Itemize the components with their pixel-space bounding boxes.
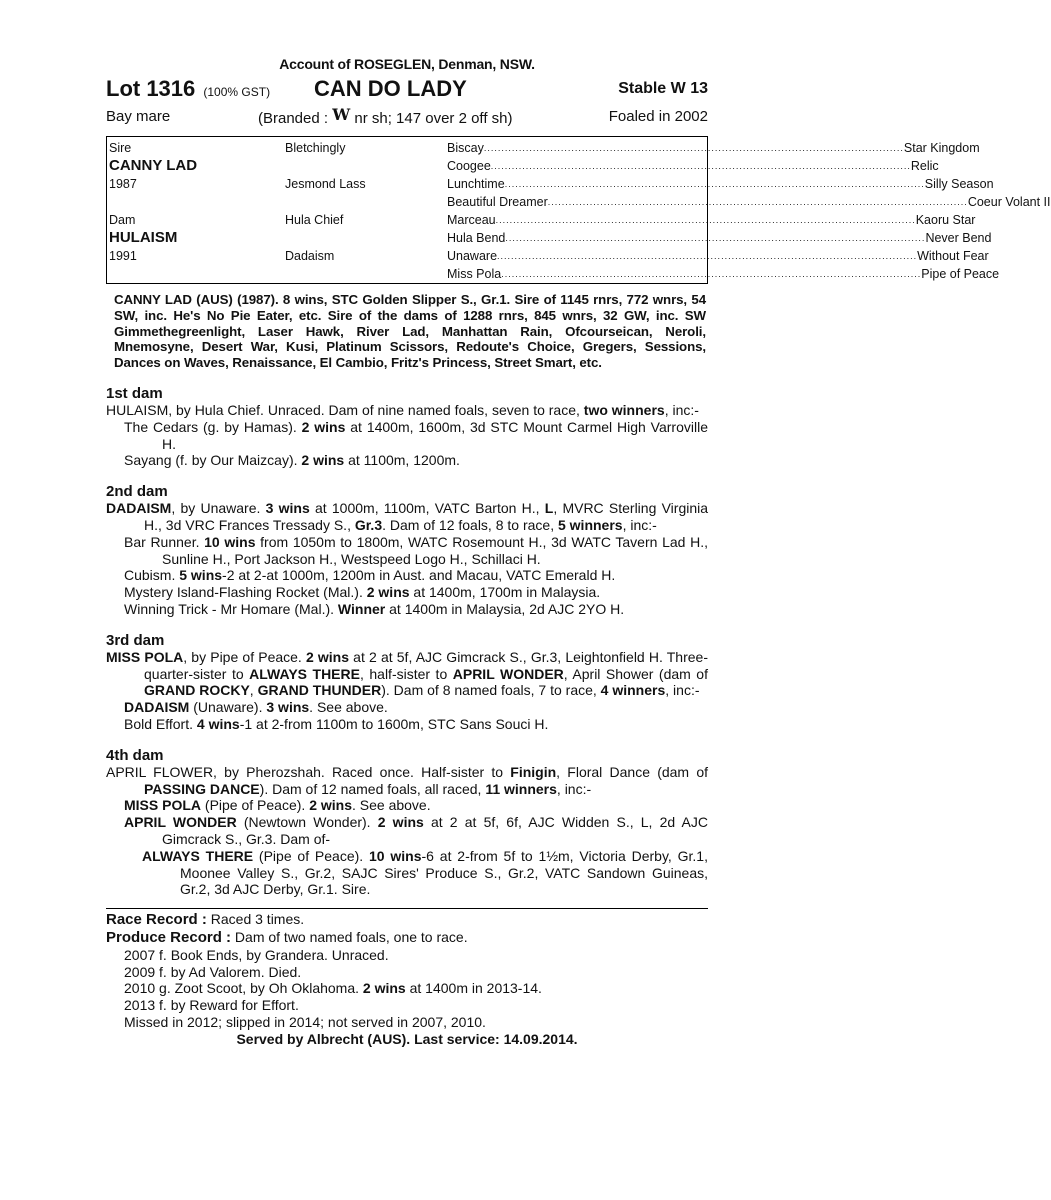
pedigree-cell: Hula Chief bbox=[285, 213, 344, 227]
entry-text: 2 wins bbox=[366, 584, 410, 601]
entry-text: 2 wins bbox=[305, 648, 350, 665]
produce-item bbox=[106, 1014, 708, 1031]
entry-text: (Pipe of Peace). bbox=[201, 797, 310, 814]
produce-item-text: 2013 f. by Reward for Effort. bbox=[124, 997, 299, 1014]
pedigree-dam-name: Relic bbox=[910, 159, 939, 173]
brand-mark-icon: W bbox=[332, 105, 351, 124]
produce-item-text: 2010 g. Zoot Scoot, by Oh Oklahoma. bbox=[124, 980, 363, 997]
dam-section-heading: 3rd dam bbox=[106, 631, 165, 649]
pedigree-sire-name: Biscay bbox=[447, 141, 484, 155]
entry-text: Gr.3 bbox=[354, 516, 383, 533]
produce-item bbox=[106, 997, 708, 1014]
entry-text: . Dam of 12 foals, 8 to race, bbox=[382, 516, 558, 533]
entry-text: (Newtown Wonder). bbox=[236, 814, 378, 831]
entry-text: , inc:- bbox=[622, 516, 657, 533]
entry-text: 2 wins bbox=[377, 814, 424, 831]
produce-record-text: Dam of two named foals, one to race. bbox=[234, 928, 468, 945]
entry-text: at 1100m, 1200m. bbox=[344, 452, 460, 469]
dam-section-heading: 2nd dam bbox=[106, 483, 168, 501]
pedigree-cell bbox=[447, 265, 1000, 283]
race-record bbox=[106, 911, 708, 929]
produce-record bbox=[106, 929, 708, 947]
entry-text: 2 wins bbox=[301, 452, 345, 469]
entry-text: 5 wins bbox=[179, 567, 223, 584]
brand-description bbox=[258, 105, 513, 127]
pedigree-entry bbox=[106, 649, 708, 699]
entry-text: 4 wins bbox=[196, 715, 240, 732]
pedigree-sire-name: Hula Bend bbox=[447, 231, 506, 245]
pedigree-entry bbox=[106, 797, 708, 814]
entry-text: Bar Runner. bbox=[124, 533, 205, 550]
race-record-label: Race Record : bbox=[106, 911, 207, 929]
produce-record-label: Produce Record : bbox=[106, 928, 232, 946]
produce-item-text: 2007 f. Book Ends, by Grandera. Unraced. bbox=[124, 946, 389, 963]
produce-item-text: 2009 f. by Ad Valorem. Died. bbox=[124, 963, 302, 980]
entry-text: , by Pipe of Peace. bbox=[183, 648, 306, 665]
dot-leader: ........................................................................................................................ bbox=[505, 233, 926, 243]
entry-text: Bold Effort. bbox=[124, 715, 197, 732]
pedigree-entry bbox=[106, 814, 708, 848]
pedigree-entry bbox=[106, 716, 708, 733]
entry-text: Cubism. bbox=[124, 567, 180, 584]
pedigree-dam-name: Never Bend bbox=[925, 231, 992, 245]
pedigree-entry bbox=[106, 534, 708, 568]
pedigree-cell: CANNY LAD bbox=[109, 157, 198, 174]
pedigree-cell bbox=[447, 247, 989, 265]
entry-text: 2 wins bbox=[309, 797, 352, 814]
entry-text: MISS POLA bbox=[124, 797, 202, 814]
foaled-year: Foaled in 2002 bbox=[608, 108, 708, 125]
dot-leader: ........................................................................................................................ bbox=[547, 197, 968, 207]
entry-text: -2 at 2-at 1000m, 1200m in Aust. and Macau, VATC Emerald H. bbox=[222, 567, 616, 584]
pedigree-cell bbox=[285, 157, 440, 175]
pedigree-cell bbox=[285, 193, 440, 211]
entry-text: ). Dam of 12 named foals, all raced, bbox=[259, 780, 486, 797]
pedigree-cell: 1987 bbox=[109, 177, 137, 191]
pedigree-entry bbox=[106, 500, 708, 534]
pedigree-entry bbox=[106, 601, 708, 618]
pedigree-cell bbox=[447, 211, 976, 229]
pedigree-cell: Dadaism bbox=[285, 249, 335, 263]
entry-text: at 1000m, 1100m, VATC Barton H., bbox=[309, 500, 545, 517]
produce-record-list bbox=[106, 947, 708, 1031]
dot-leader: ........................................................................................................................ bbox=[483, 143, 904, 153]
entry-text: APRIL WONDER bbox=[452, 665, 564, 682]
entry-text: (Unaware). bbox=[189, 699, 267, 716]
pedigree-entry bbox=[106, 584, 708, 601]
entry-text: from 1050m to 1800m, WATC Rosemount H., 3d WATC Tavern Lad H., Sunline H., Port Jackson H., Westspeed Logo H., Schillaci H. bbox=[162, 533, 708, 567]
entry-text: Sayang (f. by Our Maizcay). bbox=[124, 452, 302, 469]
pedigree-sire-name: Marceau bbox=[447, 213, 496, 227]
pedigree-cell: 1991 bbox=[109, 249, 137, 263]
gst-note: (100% GST) bbox=[203, 85, 271, 99]
pedigree-cell bbox=[447, 193, 1051, 211]
pedigree-entry bbox=[106, 419, 708, 453]
pedigree-table bbox=[106, 136, 1051, 284]
entry-text: . See above. bbox=[309, 699, 388, 716]
entry-text: -6 at 2-from 5f to 1½m, Victoria Derby, Gr.1, Moonee Valley S., Gr.2, SAJC Sires' Produce S., Gr.2, VATC Sandown Guineas, Gr.2, 3d AJC Derby, Gr.1. Sire. bbox=[180, 847, 708, 898]
entry-text: Winning Trick - Mr Homare (Mal.). bbox=[124, 600, 338, 617]
entry-text: GRAND THUNDER bbox=[257, 682, 382, 699]
entry-text: The Cedars (g. by Hamas). bbox=[124, 418, 302, 435]
pedigree-dam-name: Coeur Volant II bbox=[967, 195, 1051, 209]
pedigree-cell: Jesmond Lass bbox=[285, 177, 366, 191]
entry-text: 3 wins bbox=[266, 699, 310, 716]
pedigree-parents-column bbox=[109, 139, 279, 283]
dot-leader: ........................................................................................................................ bbox=[495, 215, 916, 225]
entry-text: 10 wins bbox=[204, 533, 256, 550]
entry-text: APRIL FLOWER, by Pherozshah. Raced once. Half-sister to bbox=[106, 763, 511, 780]
dam-section bbox=[106, 747, 708, 898]
pedigree-dam-name: Star Kingdom bbox=[903, 141, 980, 155]
brand-prefix: (Branded : bbox=[258, 110, 329, 127]
entry-text: , bbox=[249, 682, 258, 699]
lot-label: Lot 1316 bbox=[106, 76, 196, 101]
entry-text: MISS POLA bbox=[106, 648, 184, 665]
horse-sex: Bay mare bbox=[106, 108, 171, 125]
pedigree-cell bbox=[109, 193, 279, 211]
service-note: Served by Albrecht (AUS). Last service: 14.09.2014. bbox=[236, 1030, 578, 1047]
entry-text: -1 at 2-from 1100m to 1600m, STC Sans Souci H. bbox=[239, 715, 549, 732]
entry-text: Mystery Island-Flashing Rocket (Mal.). bbox=[124, 584, 367, 601]
pedigree-cell bbox=[109, 265, 279, 283]
dam-section-heading: 4th dam bbox=[106, 746, 164, 764]
entry-text: Finigin bbox=[510, 763, 557, 780]
sire-summary: CANNY LAD (AUS) (1987). 8 wins, STC Golden Slipper S., Gr.1. Sire of 1145 rnrs, 772 wnrs, 54 SW, inc. He's No Pie Eater, etc. Sire of the dams of 1288 rnrs, 845 wnrs, 32 GW, inc. SW Gimmethegreenlight, Laser Hawk, River Lad, Manhattan Rain, Ofcourseican, Neroli, Mnemosyne, Desert War, Kusi, Platinum Scissors, Redoute's Choice, Gregers, Sessions, Dances on Waves, Renaissance, El Cambio, Fritz's Princess, Street Smart, etc. bbox=[114, 292, 706, 371]
entry-text: DADAISM bbox=[124, 699, 190, 716]
pedigree-grandparents-column bbox=[285, 139, 440, 283]
horse-name: CAN DO LADY bbox=[314, 76, 467, 101]
pedigree-cell: Dam bbox=[109, 213, 136, 227]
dam-section-heading: 1st dam bbox=[106, 384, 163, 402]
entry-text: GRAND ROCKY bbox=[144, 682, 250, 699]
entry-text: L bbox=[544, 500, 554, 517]
entry-text: at 1400m in Malaysia, 2d AJC 2YO H. bbox=[385, 600, 625, 617]
entry-text: (Pipe of Peace). bbox=[253, 847, 369, 864]
pedigree-entry bbox=[106, 764, 708, 798]
entry-text: 10 wins bbox=[369, 847, 422, 864]
dam-section bbox=[106, 632, 708, 733]
pedigree-cell bbox=[447, 229, 992, 247]
dot-leader: ........................................................................................................................ bbox=[501, 269, 922, 279]
entry-text: DADAISM bbox=[106, 500, 172, 517]
pedigree-dam-name: Pipe of Peace bbox=[921, 267, 1000, 281]
pedigree-entry bbox=[106, 699, 708, 716]
entry-text: PASSING DANCE bbox=[144, 780, 260, 797]
pedigree-cell: HULAISM bbox=[109, 229, 178, 246]
pedigree-sire-name: Coogee bbox=[447, 159, 491, 173]
pedigree-entry bbox=[106, 567, 708, 584]
entry-text: , MVRC Sterling Virginia H., 3d VRC Frances Tressady S., bbox=[144, 500, 709, 533]
pedigree-cell bbox=[447, 139, 980, 157]
dam-section bbox=[106, 385, 708, 469]
entry-text: Winner bbox=[337, 600, 386, 617]
entry-text: HULAISM, by Hula Chief. Unraced. Dam of nine named foals, seven to race, bbox=[106, 401, 584, 418]
sale-catalogue-page bbox=[106, 56, 1051, 1048]
vendor-account: Account of ROSEGLEN, Denman, NSW. bbox=[279, 56, 535, 72]
pedigree-entry bbox=[106, 848, 708, 898]
entry-text: 2 wins bbox=[301, 418, 346, 435]
lot-number bbox=[106, 76, 270, 102]
produce-item bbox=[106, 947, 708, 964]
pedigree-sire-name: Beautiful Dreamer bbox=[447, 195, 548, 209]
pedigree-entry bbox=[106, 452, 708, 469]
produce-item bbox=[106, 980, 708, 997]
entry-text: ). Dam of 8 named foals, 7 to race, bbox=[381, 682, 601, 699]
entry-text: at 1400m, 1600m, 3d STC Mount Carmel High Varroville H. bbox=[162, 418, 708, 452]
entry-text: at 2 at 5f, AJC Gimcrack S., Gr.3, Leightonfield H. Three-quarter-sister to bbox=[144, 648, 708, 682]
pedigree-sire-name: Unaware bbox=[447, 249, 498, 263]
entry-text: 4 winners bbox=[600, 682, 666, 699]
pedigree-cell: Sire bbox=[109, 141, 132, 155]
entry-text: , Floral Dance (dam of bbox=[556, 763, 708, 780]
entry-text: , inc:- bbox=[556, 780, 592, 797]
entry-text: ALWAYS THERE bbox=[142, 847, 254, 864]
dot-leader: ........................................................................................................................ bbox=[504, 179, 925, 189]
produce-item bbox=[106, 964, 708, 981]
entry-text: at 1400m, 1700m in Malaysia. bbox=[409, 584, 601, 601]
divider bbox=[106, 908, 708, 909]
pedigree-great-grandparents-column bbox=[447, 139, 1051, 283]
dot-leader: ........................................................................................................................ bbox=[497, 251, 918, 261]
entry-text: , by Unaware. bbox=[171, 500, 266, 517]
pedigree-dam-name: Kaoru Star bbox=[915, 213, 976, 227]
dam-sections bbox=[106, 385, 708, 898]
pedigree-cell bbox=[285, 229, 440, 247]
entry-text: APRIL WONDER bbox=[124, 814, 237, 831]
pedigree-sire-name: Lunchtime bbox=[447, 177, 505, 191]
entry-text: 5 winners bbox=[557, 516, 623, 533]
produce-item-text: 2 wins bbox=[362, 980, 406, 997]
pedigree-sire-name: Miss Pola bbox=[447, 267, 502, 281]
produce-item-text: at 1400m in 2013-14. bbox=[405, 980, 542, 997]
entry-text: , half-sister to bbox=[359, 665, 453, 682]
dot-leader: ........................................................................................................................ bbox=[490, 161, 911, 171]
entry-text: , inc:- bbox=[664, 401, 699, 418]
entry-text: , inc:- bbox=[665, 682, 700, 699]
pedigree-cell bbox=[285, 265, 440, 283]
pedigree-dam-name: Silly Season bbox=[924, 177, 994, 191]
pedigree-dam-name: Without Fear bbox=[917, 249, 989, 263]
entry-text: two winners bbox=[583, 401, 665, 418]
entry-text: 11 winners bbox=[485, 780, 557, 797]
produce-item-text: Missed in 2012; slipped in 2014; not served in 2007, 2010. bbox=[124, 1013, 486, 1030]
entry-text: 3 wins bbox=[265, 500, 310, 517]
entry-text: ALWAYS THERE bbox=[249, 665, 360, 682]
pedigree-cell bbox=[447, 175, 994, 193]
entry-text: at 2 at 5f, 6f, AJC Widden S., L, 2d AJC Gimcrack S., Gr.3. Dam of- bbox=[162, 814, 708, 847]
entry-text: , April Shower (dam of bbox=[563, 665, 708, 682]
lot-line bbox=[106, 76, 708, 102]
race-record-text: Raced 3 times. bbox=[210, 911, 305, 928]
info-line bbox=[106, 105, 708, 130]
brand-suffix: nr sh; 147 over 2 off sh) bbox=[354, 110, 513, 127]
dam-section bbox=[106, 483, 708, 618]
pedigree-cell: Bletchingly bbox=[285, 141, 346, 155]
entry-text: . See above. bbox=[351, 797, 431, 814]
pedigree-cell bbox=[447, 157, 939, 175]
pedigree-entry bbox=[106, 402, 708, 419]
stable-number: Stable W 13 bbox=[618, 80, 708, 97]
